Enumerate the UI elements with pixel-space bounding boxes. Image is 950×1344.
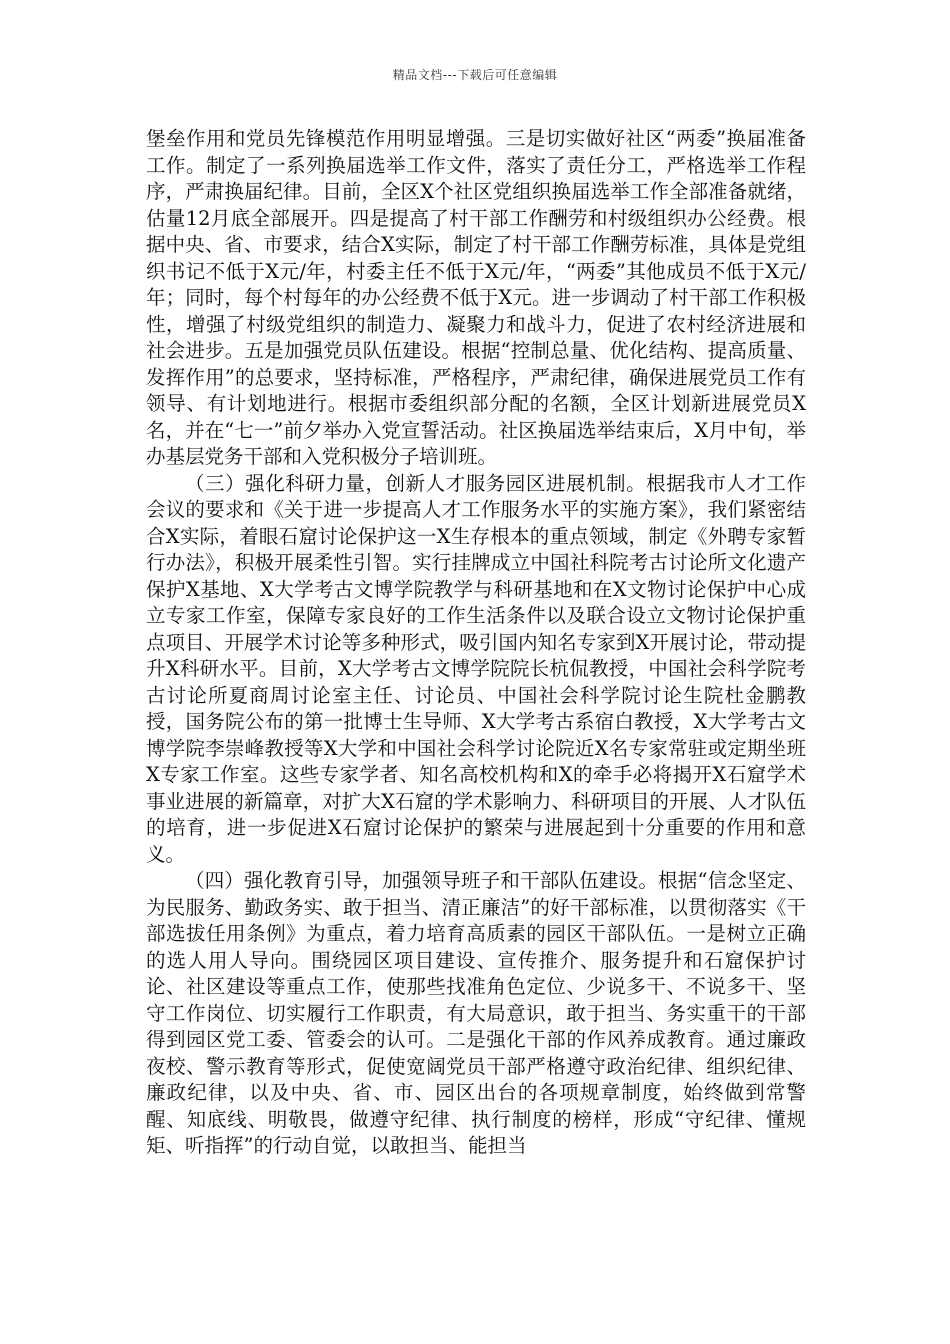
- paragraph-1: 堡垒作用和党员先锋模范作用明显增强。三是切实做好社区“两委”换届准备工作。制定了一系列换届选举工作文件，落实了责任分工，严格选举工作程序，严肃换届纪律。目前，全区X个社区党组织换届选举工作全部准备就绪，估量12月底全部展开。四是提高了村干部工作酬劳和村级组织办公经费。根据中央、省、市要求，结合X实际，制定了村干部工作酬劳标准，具体是党组织书记不低于X元/年，村委主任不低于X元/年，“两委”其他成员不低于X元/年；同时，每个村每年的办公经费不低于X元。进一步调动了村干部工作积极性，增强了村级党组织的制造力、凝聚力和战斗力，促进了农村经济进展和社会进步。五是加强党员队伍建设。根据“控制总量、优化结构、提高质量、发挥作用”的总要求，坚持标准，严格程序，严肃纪律，确保进展党员工作有领导、有计划地进行。根据市委组织部分配的名额，全区计划新进展党员X名，并在“七一”前夕举办入党宣誓活动。社区换届选举结束后，X月中旬，举办基层党务干部和入党积极分子培训班。: [146, 127, 806, 468]
- paragraph-3: （四）强化教育引导，加强领导班子和干部队伍建设。根据“信念坚定、为民服务、勤政务实、敢于担当、清正廉洁”的好干部标准，以贯彻落实《干部选拔任用条例》为重点，着力培育高质素的园区干部队伍。一是树立正确的选人用人导向。围绕园区项目建设、宣传推介、服务提升和石窟保护讨论、社区建设等重点工作，使那些找准角色定位、少说多干、不说多干、坚守工作岗位、切实履行工作职责，有大局意识，敢于担当、务实重干的干部得到园区党工委、管委会的认可。二是强化干部的作风养成教育。通过廉政夜校、警示教育等形式，促使宽阔党员干部严格遵守政治纪律、组织纪律、廉政纪律，以及中央、省、市、园区出台的各项规章制度，始终做到常警醒、知底线、明敬畏，做遵守纪律、执行制度的榜样，形成“守纪律、懂规矩、听指挥”的行动自觉，以敢担当、能担当: [146, 869, 806, 1157]
- body-text: [146, 126, 806, 1160]
- page-header: 精品文档---下载后可任意编辑: [392, 68, 558, 82]
- paragraph-2: （三）强化科研力量，创新人才服务园区进展机制。根据我市人才工作会议的要求和《关于进一步提高人才工作服务水平的实施方案》，我们紧密结合X实际，着眼石窟讨论保护这一X生存根本的重点领域，制定《外聘专家暂行办法》，积极开展柔性引智。实行挂牌成立中国社科院考古讨论所文化遗产保护X基地、X大学考古文博学院教学与科研基地和在X文物讨论保护中心成立专家工作室，保障专家良好的工作生活条件以及联合设立文物讨论保护重点项目、开展学术讨论等多种形式，吸引国内知名专家到X开展讨论，带动提升X科研水平。目前，X大学考古文博学院院长杭侃教授，中国社会科学院考古讨论所夏商周讨论室主任、讨论员、中国社会科学院讨论生院杜金鹏教授，国务院公布的第一批博士生导师、X大学考古系宿白教授，X大学考古文博学院李崇峰教授等X大学和中国社会科学讨论院近X名专家常驻或定期坐班X专家工作室。这些专家学者、知名高校机构和X的牵手必将揭开X石窟学术事业进展的新篇章，对扩大X石窟的学术影响力、科研项目的开展、人才队伍的培育，进一步促进X石窟讨论保护的繁荣与进展起到十分重要的作用和意义。: [146, 471, 806, 866]
